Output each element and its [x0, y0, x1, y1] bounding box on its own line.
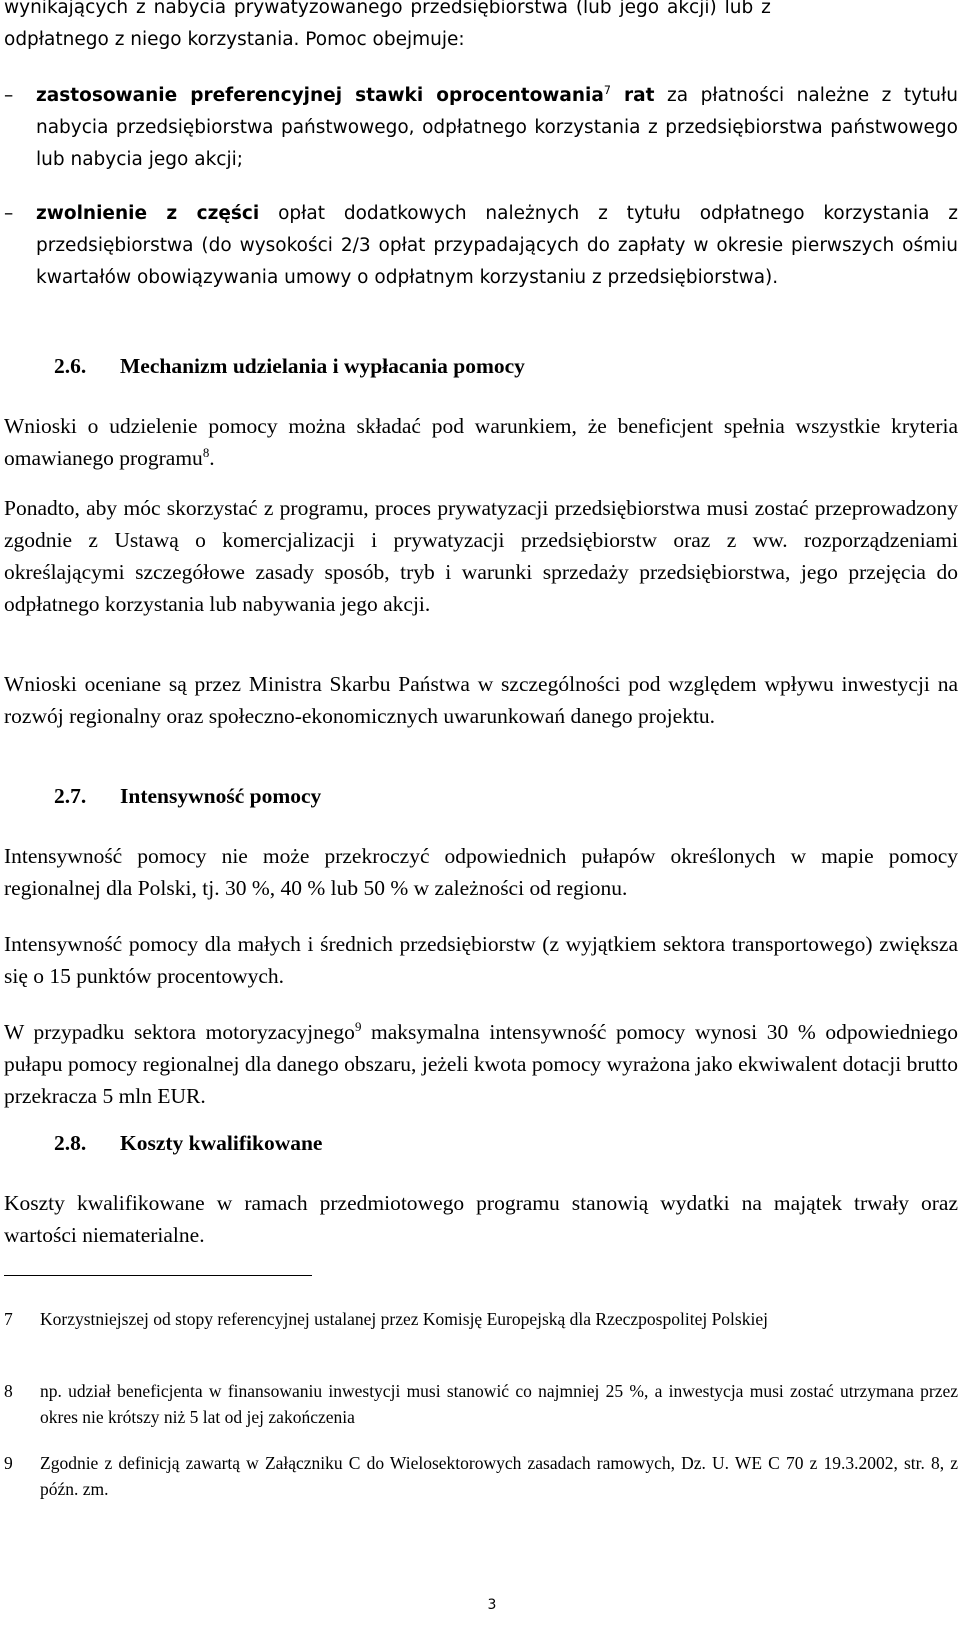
list-item-1-bold: zastosowanie preferencyjnej stawki oprocentowania: [36, 85, 604, 106]
paragraph-text: W przypadku sektora motoryzacyjnego: [4, 1020, 355, 1044]
paragraph: Intensywność pomocy nie może przekroczyć odpowiednich pułapów określonych w mapie pomocy regionalnej dla Polski, tj. 30 %, 40 % lub 50 % w zależności od regionu.: [4, 844, 958, 900]
footnote-mark: 8: [4, 1381, 13, 1401]
list-dash-1: –: [4, 85, 14, 106]
footnote-ref-8[interactable]: 8: [202, 445, 210, 460]
section-title: Mechanizm udzielania i wypłacania pomocy: [120, 354, 525, 378]
intro-paragraph: [4, 0, 958, 56]
list-item-2-bold: zwolnienie z części: [36, 203, 260, 224]
paragraph: Wnioski oceniane są przez Ministra Skarbu Państwa w szczególności pod względem wpływu inwestycji na rozwój regionalny oraz społeczno-ekonomicznych uwarunkowań danego projektu.: [4, 672, 958, 728]
footnote-ref-7[interactable]: 7: [603, 83, 611, 97]
section-number: 2.8.: [54, 1131, 87, 1155]
footnote-text: np. udział beneficjenta w finansowaniu inwestycji musi stanowić co najmniej 25 %, a inwestycja musi zostać utrzymana przez okres nie krótszy niż 5 lat od jej zakończenia: [40, 1381, 958, 1427]
paragraph: Intensywność pomocy dla małych i średnich przedsiębiorstw (z wyjątkiem sektora transportowego) zwiększa się o 15 punktów procentowych.: [4, 932, 958, 988]
section-heading-2-8: [54, 1131, 322, 1156]
footnote-text: Zgodnie z definicją zawartą w Załączniku C do Wielosektorowych zasadach ramowych, Dz. U. WE C 70 z 19.3.2002, str. 8, z późn. zm.: [40, 1453, 958, 1499]
paragraph: Koszty kwalifikowane w ramach przedmiotowego programu stanowią wydatki na majątek trwały oraz wartości niematerialne.: [4, 1191, 958, 1247]
paragraph: Ponadto, aby móc skorzystać z programu, proces prywatyzacji przedsiębiorstwa musi zostać przeprowadzony zgodnie z Ustawą o komercjalizacji i prywatyzacji przedsiębiorstw oraz z ww. rozporządzeniami określającymi szczegółowe zasady sposób, tryb i warunki sprzedaży przedsiębiorstwa, jego przejęcia do odpłatnego korzystania lub nabywania jego akcji.: [4, 496, 958, 616]
footnote-mark: 9: [4, 1453, 13, 1473]
list-item-2-text: opłat dodatkowych należnych z tytułu odpłatnego korzystania z przedsiębiorstwa (do wysokości 2/3 opłat przypadających do zapłaty w okresie pierwszych ośmiu kwartałów obowiązywania umowy o odpłatnym korzystaniu z przedsiębiorstwa).: [36, 203, 958, 288]
section-number: 2.7.: [54, 784, 87, 808]
footnote-mark: 7: [4, 1309, 13, 1329]
paragraph: [4, 410, 958, 474]
list-item-1: [36, 80, 958, 176]
list-item-2: [36, 198, 958, 294]
section-number: 2.6.: [54, 354, 87, 378]
section-heading-2-6: [54, 354, 525, 379]
list-dash-2: –: [4, 203, 14, 224]
section-title: Intensywność pomocy: [120, 784, 322, 808]
section-heading-2-7: [54, 784, 321, 809]
intro-line-2: odpłatnego z niego korzystania. Pomoc obejmuje:: [4, 29, 465, 50]
paragraph-text-end: maksymalna intensywność pomocy wynosi 30 % odpowiedniego pułapu pomocy regionalnej dla danego obszaru, jeżeli kwota pomocy wyrażona jako ekwiwalent dotacji brutto przekracza 5 mln EUR.: [4, 1020, 958, 1108]
list-item-1-bold2: rat: [610, 85, 655, 106]
footnote-text: Korzystniejszej od stopy referencyjnej ustalanej przez Komisję Europejską dla Rzeczpospolitej Polskiej: [40, 1309, 768, 1329]
footnote-separator: [4, 1275, 312, 1276]
list-item-1-text: za płatności należne z tytułu nabycia przedsiębiorstwa państwowego, odpłatnego korzystania z przedsiębiorstwa państwowego lub nabycia jego akcji;: [36, 85, 959, 170]
page-number: 3: [487, 1597, 497, 1613]
paragraph-text-end: .: [209, 446, 215, 470]
paragraph-text: Wnioski o udzielenie pomocy można składać pod warunkiem, że beneficjent spełnia wszystkie kryteria omawianego programu: [4, 414, 958, 470]
section-title: Koszty kwalifikowane: [120, 1131, 323, 1155]
footnote-ref-9[interactable]: 9: [354, 1019, 362, 1034]
intro-line-1: wynikających z nabycia prywatyzowanego przedsiębiorstwa (lub jego akcji) lub z: [4, 0, 771, 18]
paragraph: [4, 1016, 958, 1112]
